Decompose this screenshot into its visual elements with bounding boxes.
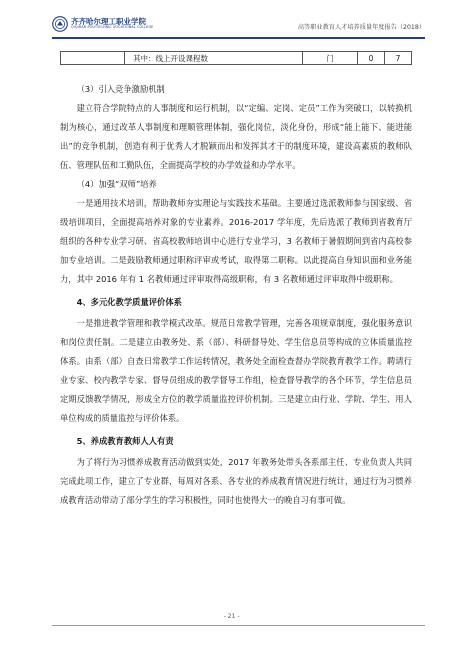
paragraph: 为了将行为习惯养成教育活动做到实处，2017 年教务处带头各系部主任、专业负责人共同完成此项工作，建立了专业群，每周对各系、各专业的养成教育情况进行统计，通过行为习惯养成教育活动带动了部分学生的学习积极性，同时也使得大一的晚自习有事可做。 (60, 457, 412, 505)
document-body (60, 80, 412, 510)
page-number: - 21 - (223, 613, 240, 620)
paragraph: 一是推进教学管理和教学模式改革。规范日常教学管理，完善各项规章制度，强化服务意识和岗位责任制。二是建立由教务处、系（部）、科研督导处、学生信息员等构成的立体质量监控体系。由系（部）自查日常教学工作运转情况，教务处全面检查督办学院教育教学工作。聘请行业专家、校内教学专家、督导员组成的教学督导工作组，检查督导教学的各个环节，学生信息员定期反馈教学情况，形成全方位的教学质量监控评价机制。三是建立由行业、学院、学生、用人单位构成的质量监控与评价体系。 (60, 318, 412, 423)
table-cell-label: 其中：线上开设课程数 (125, 52, 303, 64)
section-heading-nurturing-education: 5、养成教育教师人人有责 (76, 436, 174, 446)
report-title: 高等职业教育人才培养质量年度报告（2018） (297, 24, 425, 31)
section-heading-quality-evaluation: 4、多元化教学质量评价体系 (76, 297, 182, 307)
table-cell-value: 7 (385, 52, 412, 64)
subheading-dual-teacher: （4）加强“双师”培养 (76, 179, 157, 189)
paragraph: 建立符合学院特点的人事制度和运行机制，以“定编、定岗、定员”工作为突破口，以转换机制为核心，通过改革人事制度和理顺管理体制，强化岗位，淡化身份，形成“能上能下、能进能出”的竞争机制，创造有利于优秀人才脱颖而出和发挥其才干的制度环境，建设高素质的教师队伍、管理队伍和工勤队伍，全面提高学校的办学效益和办学水平。 (60, 103, 412, 170)
school-name: 齐齐哈尔理工职业学院 (71, 17, 146, 26)
paragraph: 一是通用技术培训，帮助教师夯实理论与实践技术基础。主要通过选派教师参与国家级、省级培训项目，全面提高培养对象的专业素养。2016-2017 学年度，先后选派了教师到省教育厅组织的各种专业学习研、省高校教师培训中心进行专业学习，3 名教师于暑假期间到省内高校参加专业培训。二是鼓励教师通过职称评审或考试，取得第二职称。以此提高自身知识面和业务能力，其中 2016 年有 1 名教师通过评审取得高级职称，有 3 名教师通过评审取得中级职称。 (60, 198, 412, 284)
header-divider (52, 37, 425, 39)
table-row (60, 51, 412, 65)
page-header (52, 14, 425, 36)
table-cell-value: 0 (358, 52, 385, 64)
school-name-english: QIQIHAR POLYTECHNIC VOCATIONAL COLLEGE (71, 25, 154, 29)
school-logo-icon (52, 16, 68, 32)
table-cell-unit: 门 (303, 52, 358, 64)
table-cell-blank (60, 52, 125, 64)
subheading-incentive: （3）引入竞争激励机制 (76, 84, 165, 94)
footer-divider (52, 625, 425, 626)
